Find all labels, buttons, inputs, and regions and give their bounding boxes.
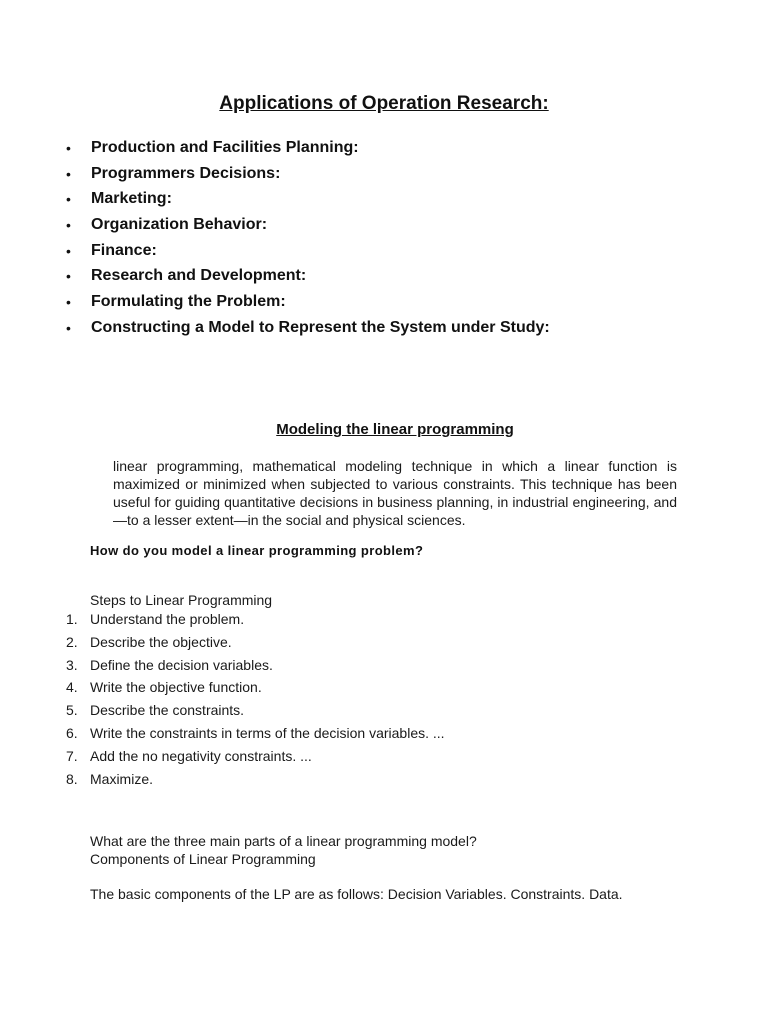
- bullet-icon: •: [66, 294, 71, 311]
- bullet-icon: •: [66, 217, 71, 234]
- application-label: Production and Facilities Planning:: [91, 139, 359, 156]
- step-text: Describe the objective.: [90, 633, 232, 650]
- step-text: Maximize.: [90, 770, 154, 787]
- application-label: Organization Behavior:: [91, 216, 268, 234]
- steps-list: [66, 610, 445, 792]
- list-item: [66, 656, 445, 679]
- application-label: Programmers Decisions:: [91, 164, 281, 182]
- step-number: 4.: [66, 679, 78, 696]
- bullet-icon: •: [66, 319, 71, 336]
- bullet-icon: •: [66, 165, 71, 182]
- list-item: [66, 770, 445, 793]
- section-title: Modeling the linear programming: [276, 421, 514, 438]
- step-number: 3.: [66, 656, 78, 673]
- list-item: [66, 724, 445, 747]
- list-item: [66, 747, 445, 770]
- list-item: [66, 292, 550, 318]
- basic-components-text: The basic components of the LP are as follows: Decision Variables. Constraints. Data.: [90, 886, 623, 902]
- step-number: 7.: [66, 747, 78, 764]
- step-number: 8.: [66, 770, 78, 787]
- application-label: Formulating the Problem:: [91, 293, 286, 311]
- step-text: Write the constraints in terms of the decision variables. ...: [90, 724, 445, 741]
- list-item: [66, 610, 445, 633]
- list-item: [66, 701, 445, 724]
- bullet-icon: •: [66, 268, 71, 285]
- step-text: Describe the constraints.: [90, 702, 245, 719]
- list-item: [66, 138, 550, 164]
- bullet-icon: •: [66, 242, 71, 259]
- list-item: [66, 189, 550, 215]
- step-text: Add the no negativity constraints. ...: [90, 747, 312, 764]
- step-text: Understand the problem.: [90, 611, 245, 627]
- list-item: [66, 266, 550, 292]
- list-item: [66, 241, 550, 267]
- application-label: Research and Development:: [91, 267, 307, 285]
- steps-heading: Steps to Linear Programming: [90, 592, 273, 608]
- page-title: Applications of Operation Research:: [219, 93, 549, 114]
- step-number: 1.: [66, 611, 78, 627]
- list-item: [66, 633, 445, 656]
- bullet-icon: •: [66, 140, 71, 156]
- components-heading: Components of Linear Programming: [90, 851, 316, 867]
- step-text: Define the decision variables.: [90, 656, 273, 673]
- step-text: Write the objective function.: [90, 679, 262, 696]
- question-line: What are the three main parts of a linear programming model?: [90, 833, 477, 849]
- application-label: Finance:: [91, 241, 157, 259]
- application-label: Marketing:: [91, 190, 172, 208]
- step-number: 6.: [66, 724, 78, 741]
- list-item: [66, 215, 550, 241]
- list-item: [66, 318, 550, 344]
- list-item: [66, 678, 445, 701]
- step-number: 5.: [66, 702, 78, 719]
- bullet-icon: •: [66, 191, 71, 208]
- list-item: [66, 164, 550, 190]
- application-label: Constructing a Model to Represent the System under Study:: [91, 318, 550, 336]
- question-heading: How do you model a linear programming problem?: [90, 543, 424, 558]
- step-number: 2.: [66, 633, 78, 650]
- applications-list: [66, 138, 550, 344]
- definition-paragraph: linear programming, mathematical modeling technique in which a linear function is maximized or minimized when subjected to various constraints. This technique has been useful for guiding quantitative decisions in business planning, in industrial engineering, and—to a lesser extent—in the social and physical sciences.: [113, 458, 677, 528]
